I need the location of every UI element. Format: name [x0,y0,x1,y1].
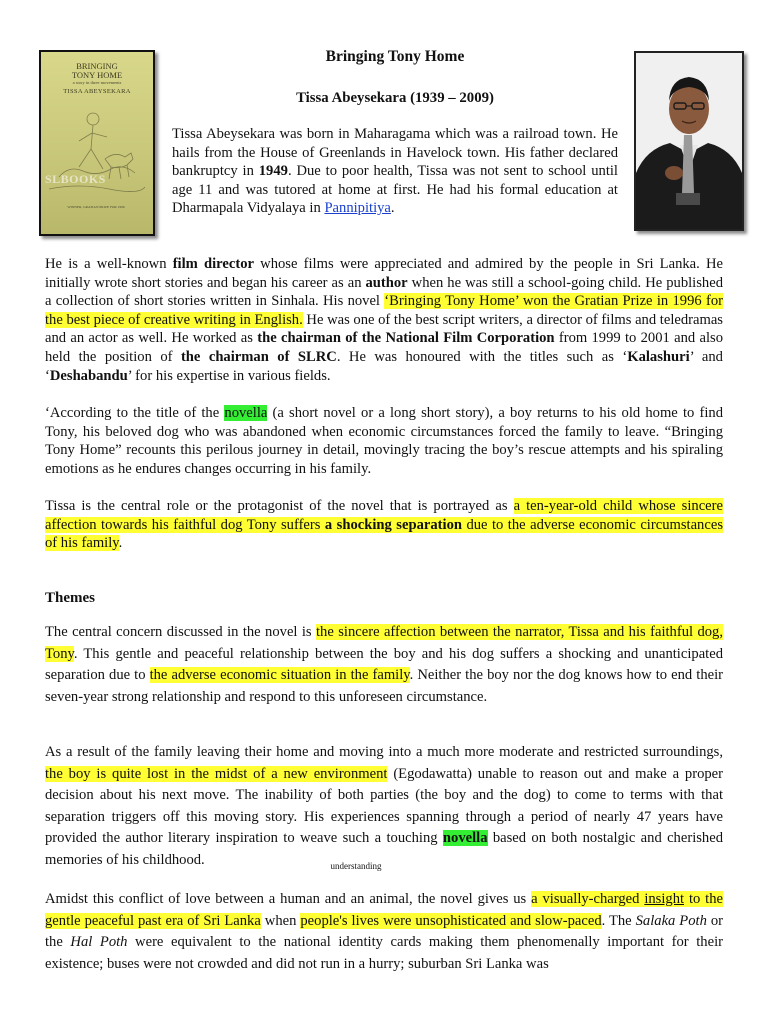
highlight-novella-2: novella [442,830,488,846]
page-title: Bringing Tony Home [325,48,465,65]
document-page [45,0,723,1024]
themes-paragraph-1: The central concern discussed in the novel is the sincere affection between the narrator, Tissa and his faithful dog, Tony. This gentle and peaceful relationship between the boy and his dog suffers a shocking and unanticipated separation due to the adverse economic situation in the family. Neither the boy nor the dog knows how to end their seven-year strong relationship and respond to this unforeseen circumstance. [45,624,724,705]
book-cover-subtitle: a story in three movements [72,80,122,85]
synopsis-paragraph: ‘According to the title of the novella (a short novel or a long short story), a boy returns to his old home to find Tony, his beloved dog who was abandoned when economic circumstances forced the family to leave. “Bringing Tony Home” recounts this perilous journey in detail, movingly tracing the boy’s rescue attempts and his spiraling emotions as he endures changes occurring in his family. [45,405,723,477]
highlight-award: ‘Bringing Tony Home’ won the Gratian Prize in 1996 for the best piece of creative writing in English. [45,293,723,328]
biography-paragraph: He is a well-known film director whose films were appreciated and admired by the people in Sri Lanka. He initially wrote short stories and began his career as an author when he was still a school-going child. He published a collection of short stories written in Sinhala. His novel ‘Bringing Tony Home’ won the Gratian Prize in 1996 for the best piece of creative writing in English. He was one of the best script writers, a director of films and teledramas and an actor as well. He worked as the chairman of the National Film Corporation from 1999 to 2001 and also held the position of the chairman of SLRC. He was honoured with the titles such as ‘Kalashuri’ and ‘Deshabandu’ for his expertise in various fields. [45,256,723,384]
pannipitiya-link[interactable]: Pannipitiya [324,200,391,217]
protagonist-paragraph: Tissa is the central role or the protagonist of the novel that is portrayed as a ten-year-old child whose sincere affection towards his faithful dog Tony suffers a shocking separation due to the adverse economic circumstances of his family. [45,498,723,552]
author-photo [634,51,744,231]
author-portrait-image [636,53,742,229]
themes-heading: Themes [45,590,95,606]
book-cover-title-2: TONY HOME [71,70,123,80]
slbooks-logo: SLBOOKS [45,172,106,186]
themes-paragraph-2: As a result of the family leaving their home and moving into a much more moderate and restricted surroundings, the boy is quite lost in the midst of a new environment (Egodawatta) unable to reason out and make a proper decision about his next move. The inability of both parties (the boy and the dog) to come to terms with that separation triggers off this moving story. His experiences spanning through a period of nearly 47 years have provided the author literary inspiration to weave such a touching novella based on both nostalgic and cherished memories of his childhood. [45,744,724,868]
book-cover-image [39,50,155,236]
book-cover-title-1: BRINGING [76,61,118,71]
intro-paragraph: Tissa Abeysekara was born in Maharagama which was a railroad town. He hails from the House of Greenlands in Havelock town. His father declared bankruptcy in 1949. Due to poor health, Tissa was not sent to school until age 11 and was tutored at home at first. He had his formal education at Dharmapala Vidyalaya in Pannipitiya. [172,126,618,217]
margin-note: understanding [330,861,382,871]
book-cover-prize: WINNER, GRATIAN PRIZE FOR 1996 [67,205,125,209]
highlight-novella: novella [224,405,268,421]
book-cover-author: TISSA ABEYSEKARA [63,88,131,95]
author-heading: Tissa Abeysekara (1939 – 2009) [296,90,494,106]
era-paragraph: Amidst this conflict of love between a human and an animal, the novel gives us a visually-charged insight to the gentle peaceful past era of Sri Lanka when people's lives were unsophisticated and slow-paced. The Salaka Poth or the Hal Poth were equivalent to the national identity cards making them phenomenally important for their existence; buses were not crowded and did not run in a hurry; suburban Sri Lanka was [45,891,723,972]
